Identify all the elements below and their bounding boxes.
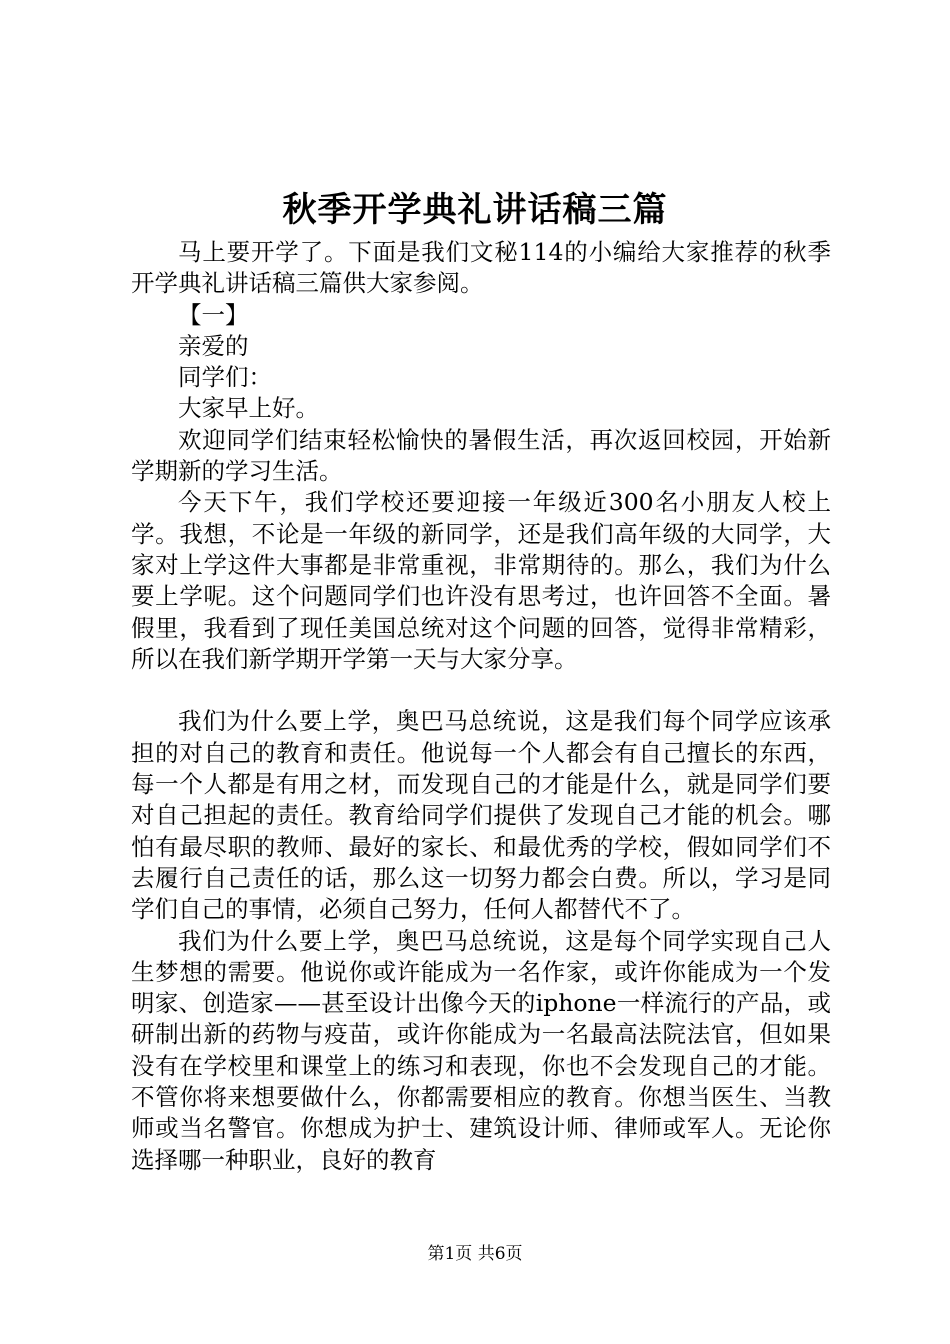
paragraph-blank bbox=[131, 675, 831, 706]
paragraph-today: 今天下午，我们学校还要迎接一年级近300名小朋友人校上学。我想，不论是一年级的新同学，还是我们高年级的大同学，大家对上学这件大事都是非常重视，非常期待的。那么，我们为什么要上学呢。这个问题同学们也许没有思考过，也许回答不全面。暑假里，我看到了现任美国总统对这个问题的回答，觉得非常精彩，所以在我们新学期开学第一天与大家分享。 bbox=[131, 488, 831, 673]
paragraph-salutation-1: 亲爱的 bbox=[178, 331, 249, 360]
paragraph-salutation-2: 同学们： bbox=[178, 363, 272, 392]
page-number-footer: 第1页 共6页 bbox=[427, 1244, 523, 1264]
paragraph-dream: 我们为什么要上学，奥巴马总统说，这是每个同学实现自己人生梦想的需要。他说你或许能成为一名作家，或许你能成为一个发明家、创造家——甚至设计出像今天的iphone一样流行的产品，或研制出新的药物与疫苗，或许你能成为一名最高法院法官，但如果没有在学校里和课堂上的练习和表现，你也不会发现自己的才能。不管你将来想要做什么，你都需要相应的教育。你想当医生、当教师或当名警官。你想成为护士、建筑设计师、律师或军人。无论你选择哪一种职业，良好的教育 bbox=[131, 926, 831, 1174]
document-title: 秋季开学典礼讲话稿三篇 bbox=[282, 190, 668, 230]
paragraph-responsibility: 我们为什么要上学，奥巴马总统说，这是我们每个同学应该承担的对自己的教育和责任。他说每一个人都会有自己擅长的东西，每一个人都是有用之材，而发现自己的才能是什么，就是同学们要对自己担起的责任。教育给同学们提供了发现自己才能的机会。哪怕有最尽职的教师、最好的家长、和最优秀的学校，假如同学们不去履行自己责任的话，那么这一切努力都会白费。所以，学习是同学们自己的事情，必须自己努力，任何人都替代不了。 bbox=[131, 707, 831, 924]
paragraph-section-marker: 【一】 bbox=[178, 300, 249, 329]
document-body bbox=[131, 237, 831, 1176]
paragraph-intro: 马上要开学了。下面是我们文秘114的小编给大家推荐的秋季开学典礼讲话稿三篇供大家参阅。 bbox=[131, 238, 831, 298]
paragraph-welcome: 欢迎同学们结束轻松愉快的暑假生活，再次返回校园，开始新学期新的学习生活。 bbox=[131, 425, 831, 486]
paragraph-greeting: 大家早上好。 bbox=[178, 394, 319, 423]
